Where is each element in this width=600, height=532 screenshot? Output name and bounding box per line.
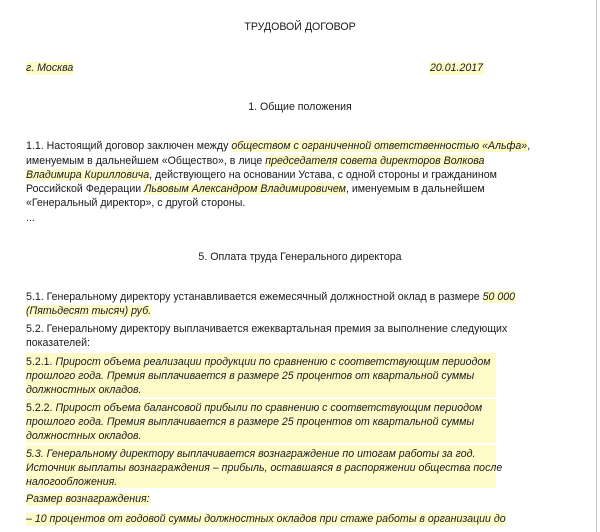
sec1-l1a: 1.1. Настоящий договор заключен между [26, 140, 232, 152]
city: г. Москва [26, 62, 74, 74]
p521-line-1 [26, 356, 491, 369]
p521b: Прирост объема реализации продукции по сравнению с соответствующим периодом [55, 356, 491, 368]
section-1-heading: 1. Общие положения [248, 101, 352, 113]
p521-line-3: должностных окладов. [26, 384, 142, 396]
sec1-line-4 [26, 183, 485, 196]
p522-line-2: прошлого года. Премия выплачивается в размере 25 процентов от квартальной суммы [26, 416, 475, 428]
p522b: Прирост объема балансовой прибыли по сравнению с соответствующим периодом [55, 402, 483, 414]
ellipsis: ... [26, 212, 35, 224]
reward-size-label: Размер вознаграждения: [26, 493, 150, 505]
sec1-l4b: Львовым Александром Владимировичем [144, 183, 346, 195]
sec1-l2b: председателя совета директоров Волкова [265, 155, 485, 167]
sec1-l3a: Владимира Кирилловича [26, 169, 150, 181]
p53-line-2: Источник выплаты вознаграждения – прибыль, оставшаяся в распоряжении общества после [26, 462, 503, 474]
p52-line-1: 5.2. Генеральному директору выплачивается ежеквартальная премия за выполнение следующих [26, 323, 508, 335]
p53-line-1: 5.3. Генеральному директору выплачивается вознаграждение по итогам работы за год. [26, 448, 476, 460]
p522a: 5.2.2. [26, 402, 56, 414]
p521a: 5.2.1. [26, 356, 56, 368]
sec1-l1c: , [527, 140, 531, 152]
p51a: 5.1. Генеральному директору устанавливается ежемесячный должностной оклад в размере [26, 291, 483, 303]
reward-line-1: – 10 процентов от годовой суммы должностных окладов при стаже работы в организации до [26, 513, 506, 525]
sec1-line-2 [26, 155, 484, 168]
sec1-l1b: обществом с ограниченной ответственностью «Альфа» [231, 140, 528, 152]
p51-line-1 [26, 291, 515, 304]
sec1-l4a: Российской Федерации [26, 183, 145, 195]
page-edge-line [596, 0, 597, 532]
p522-line-1 [26, 402, 482, 415]
p522-line-3: должностных окладов. [26, 430, 142, 442]
doc-title: ТРУДОВОЙ ДОГОВОР [244, 21, 356, 33]
date: 20.01.2017 [430, 62, 484, 74]
p51b: 50 000 [482, 291, 516, 303]
p51-line-2 [26, 305, 151, 318]
p51c: (Пятьдесят тысяч) руб. [26, 305, 152, 317]
p52-line-2: показателей: [26, 337, 90, 349]
p521-line-2: прошлого года. Премия выплачивается в размере 25 процентов от квартальной суммы [26, 370, 475, 382]
section-5-heading: 5. Оплата труда Генерального директора [198, 251, 402, 263]
sec1-line-1 [26, 140, 530, 153]
sec1-l2a: именуемым в дальнейшем «Общество», в лице [26, 155, 266, 167]
sec1-l3b: , действующего на основании Устава, с одной стороны и гражданином [149, 169, 497, 181]
sec1-line-3 [26, 169, 497, 182]
sec1-l4c: , именуемым в дальнейшем [345, 183, 485, 195]
p53-line-3: налогообложения. [26, 476, 118, 488]
sec1-line-5: «Генеральный директор», с другой стороны. [26, 197, 246, 209]
